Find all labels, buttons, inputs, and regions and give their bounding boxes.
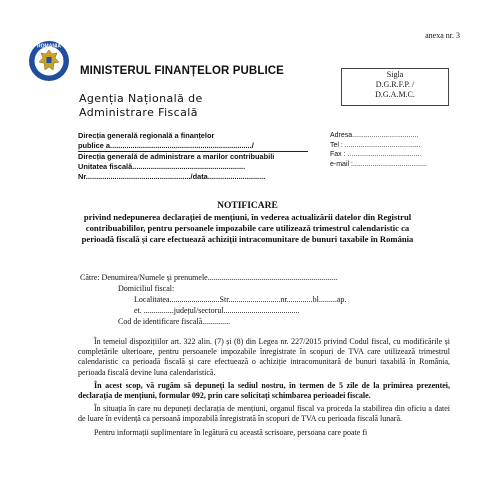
paragraph-contact: Pentru informații suplimentare în legătură cu această scrisoare, persoana care poate fi: [94, 427, 368, 437]
recipient-county: et. ...............județul/sectorul......................................: [134, 306, 300, 315]
recipient-address: [80, 272, 346, 327]
paragraph-request: În acest scop, vă rugăm să depuneți la sediul nostru, în termen de 5 zile de la primirea prezentei, declarația de mențiuni, formular 092, prin care solicitați schimbarea perioadei fiscale.: [78, 380, 450, 401]
field-number-date: Nr.................................................../data............................: [78, 172, 266, 181]
field-tel: Tel : .......................................: [330, 141, 421, 149]
contact-fields: [330, 131, 427, 169]
title-main: NOTIFICARE: [217, 201, 278, 211]
agency-line-2: Administrare Fiscală: [79, 106, 198, 119]
recipient-cif: Cod de identificare fiscală..............: [118, 317, 231, 326]
notice-body: [78, 337, 450, 441]
sigla-line-3: D.G.A.M.C.: [375, 90, 415, 99]
field-fax: Fax : ......................................: [330, 151, 422, 158]
paragraph-consequence: În situația în care nu depuneți declarația de mențiuni, organul fiscal va proceda la stabilirea din oficiu a datei de luare în evidență ca persoană impozabilă înregistrată în scopuri de TVA cu perioada fiscală lunară.: [78, 404, 450, 424]
field-unit: Unitatea fiscală.......................................................: [78, 162, 246, 171]
agency-name: [79, 92, 203, 120]
sigla-line-1: Sigla: [386, 70, 404, 79]
recipient-locality: Localitatea.........................Str..........................nr.............bl.........ap.: [134, 295, 347, 304]
romanian-coat-of-arms-icon: [28, 40, 70, 82]
sigla-line-2: D.G.R.F.P. /: [375, 80, 415, 89]
field-adresa: Adresa..................................: [330, 132, 419, 139]
recipient-name: Către: Denumirea/Numele și prenumele.................................................................: [80, 273, 338, 282]
recipient-domicile: Domiciliul fiscal:: [118, 284, 175, 293]
annex-number: anexa nr. 3: [425, 31, 460, 40]
field-dgamc: Direcția generală de administrare a marilor contribuabili: [78, 152, 275, 161]
title-sub: privind nedepunerea declarației de mențiuni, în vederea actualizării datelor din Registrul contribuabililor, pentru persoanele impozabile care utilizează trimestrul calendaristic ca perioadă fiscală și care efectuează achiziții intracomunitare de bunuri taxabile în România: [81, 212, 414, 244]
issuer-fields: [78, 131, 328, 182]
field-dgrfp-label: Direcția generală regională a finanțelor: [78, 131, 215, 140]
agency-line-1: Agenția Națională de: [79, 92, 203, 105]
sigla-box: [341, 68, 449, 106]
field-email: e-mail :......................................: [330, 160, 427, 168]
paragraph-legal-basis: În temeiul dispozițiilor art. 322 alin. (7) și (8) din Legea nr. 227/2015 privind Codul fiscal, cu modificările și completările ulterioare, pentru persoanele impozabile înregistrate în scopuri de TVA care utilizează trimestrul calendaristic ca perioadă fiscală și care efectuează o achiziție intracomunitară de bunuri taxabilă în România, perioada fiscală devine luna calendaristică.: [78, 337, 450, 377]
document-title: [70, 201, 425, 245]
field-dgrfp-value: publice a...................................................................../: [78, 141, 254, 150]
ministry-name: MINISTERUL FINANȚELOR PUBLICE: [80, 65, 284, 77]
logo-ring-text: ROMANIA: [37, 43, 61, 50]
